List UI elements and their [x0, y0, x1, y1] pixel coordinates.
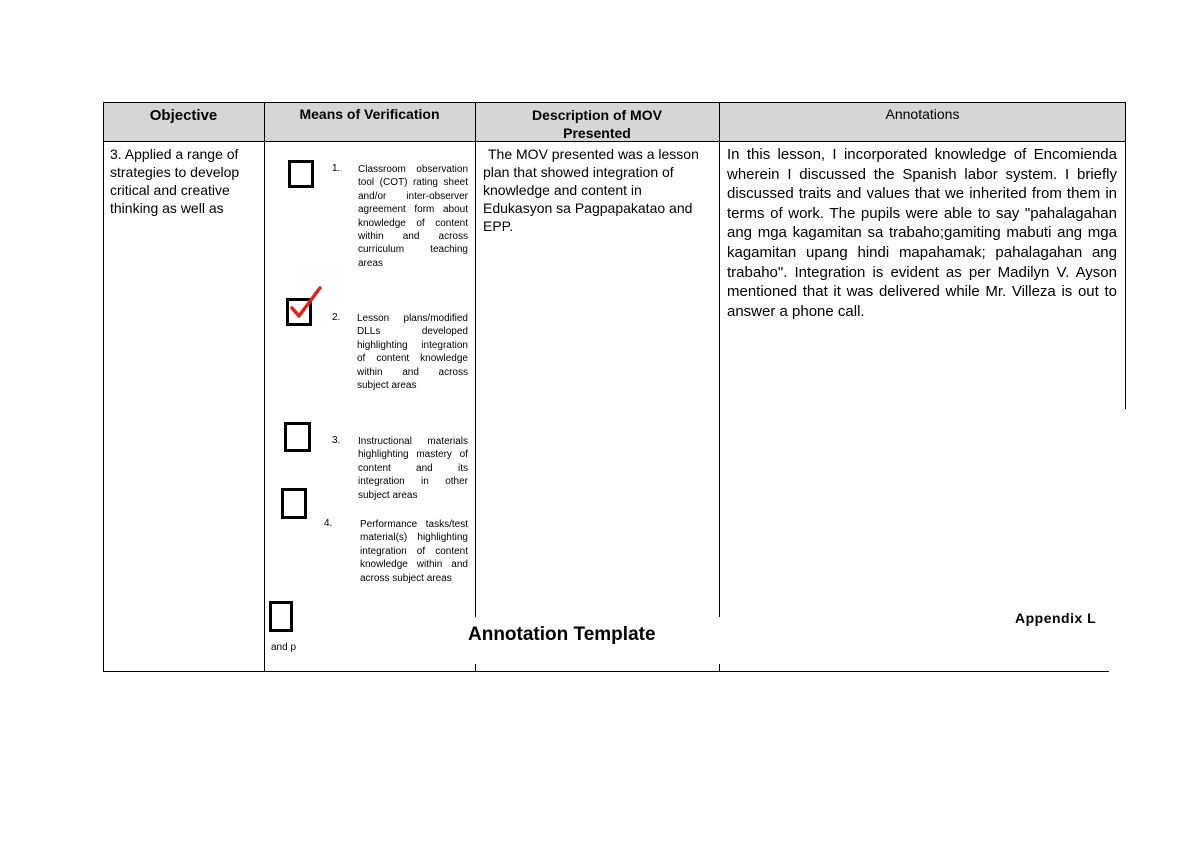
means-item-3-number: 3. [332, 435, 341, 446]
means-item-3-text: Instructional materials highlighting mastery of content and its integration in other subject areas [358, 436, 468, 501]
header-means-label: Means of Verification [299, 106, 440, 122]
checkbox-item-extra[interactable] [269, 601, 293, 632]
objective-text: 3. Applied a range of strategies to develop critical and creative thinking as well as [110, 146, 240, 216]
table-border-right [1125, 102, 1126, 409]
table-border-bottom [103, 671, 1109, 672]
appendix-label: Appendix L [1015, 610, 1097, 626]
header-description-line2: Presented [563, 125, 631, 141]
table-divider-1 [264, 102, 265, 672]
means-extra-text: and p [271, 642, 297, 653]
header-cell-objective [103, 102, 264, 142]
header-objective-label: Objective [149, 107, 218, 124]
means-item-1-number: 1. [332, 163, 341, 174]
header-cell-description [475, 102, 719, 142]
header-cell-means [264, 102, 475, 142]
means-item-2-text: Lesson plans/modified DLLs developed highlighting integration of content knowledge within and across subject areas [357, 313, 468, 392]
table-divider-2 [475, 102, 476, 617]
checkbox-item-3[interactable] [284, 422, 311, 452]
header-cell-annotations [719, 102, 1126, 142]
means-item-4-number: 4. [324, 518, 333, 529]
header-description-line1: Description of MOV [532, 107, 662, 123]
checkbox-item-4[interactable] [281, 488, 307, 519]
annotation-text: In this lesson, I incorporated knowledge of Encomienda wherein I discussed the Spanish labor system. I briefly discussed traits and values that we inherited from them in terms of work. The pupils were able to say "pahalagahan ang mga kagamitan sa trabaho;gamiting mabuti ang mga kagamitan upang hindi mapahamak; pahalagahan ang trabaho". Integration is evident as per Madilyn V. Ayson mentioned that it was delivered while Mr. Villeza is out to answer a phone call. [727, 146, 1117, 320]
means-item-1-text: Classroom observation tool (COT) rating sheet and/or inter-observer agreement form about knowledge of content within and across curriculum teaching areas [358, 164, 468, 269]
template-title: Annotation Template [468, 624, 656, 645]
description-text: The MOV presented was a lesson plan that showed integration of knowledge and content in Edukasyon sa Pagpapakatao and EPP. [483, 146, 699, 234]
checkmark-icon [286, 282, 326, 326]
means-item-2-number: 2. [332, 312, 341, 323]
table-border-left [103, 102, 104, 672]
header-annotations-label: Annotations [885, 106, 960, 122]
means-item-4-text: Performance tasks/test material(s) highlighting integration of content knowledge within and across subject areas [360, 519, 468, 584]
checkbox-item-1[interactable] [288, 160, 314, 188]
table-divider-3 [719, 102, 720, 617]
